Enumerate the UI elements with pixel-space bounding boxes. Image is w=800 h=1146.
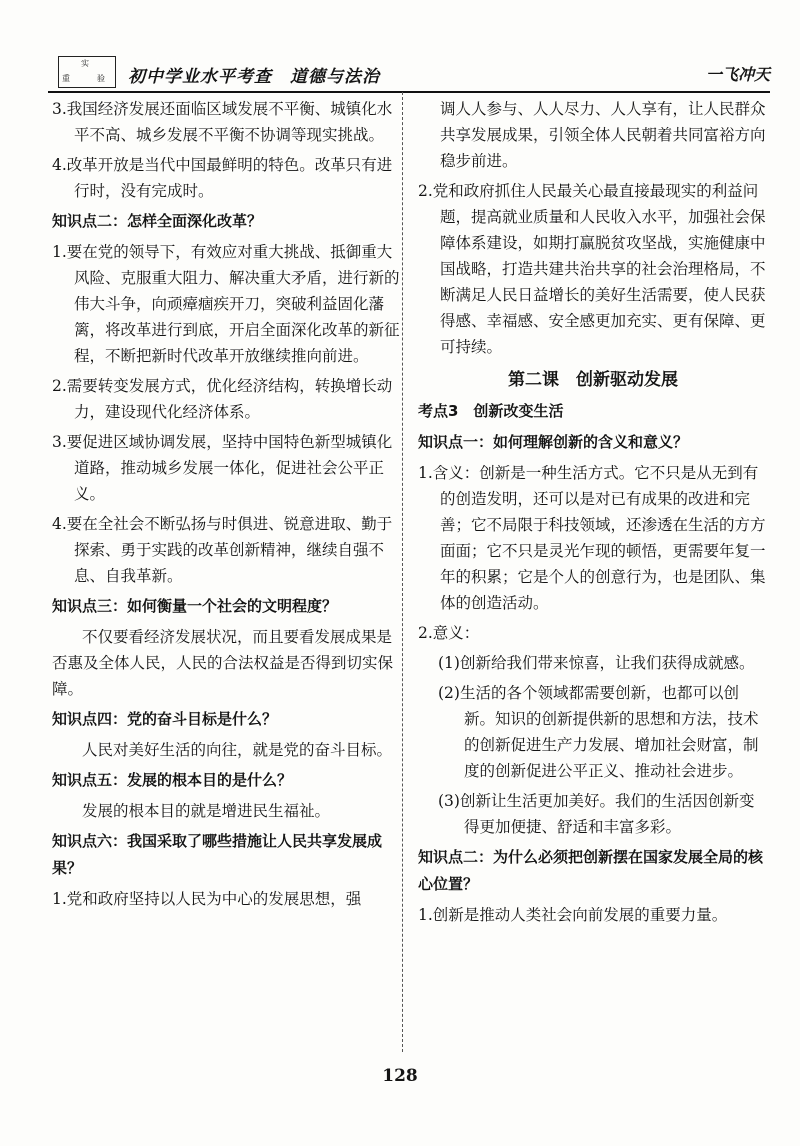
- header-rule: [48, 91, 770, 93]
- series-name: 一飞冲天: [705, 65, 770, 84]
- paragraph: 发展的根本目的就是增进民生福祉。: [82, 802, 331, 820]
- page-number: 128: [382, 1066, 418, 1086]
- list-item: 4.要在全社会不断弘扬与时俱进、锐意进取、勤于探索、勇于实践的改革创新精神，继续自强不息、自我革新。: [52, 515, 393, 585]
- logo-char: 验: [97, 74, 105, 83]
- logo-char: 重: [62, 74, 70, 83]
- sub-item: (1)创新给我们带来惊喜，让我们获得成就感。: [438, 654, 755, 672]
- column-divider: [402, 92, 403, 1052]
- list-item-continued: 调人人参与、人人尽力、人人享有，让人民群众共享发展成果，引领全体人民朝着共同富裕方向稳步前进。: [440, 100, 766, 170]
- left-column: [52, 96, 402, 916]
- lesson-title: 第二课 创新驱动发展: [508, 370, 678, 390]
- section-heading: 知识点五：发展的根本目的是什么？: [52, 771, 293, 789]
- book-title: 初中学业水平考查 道德与法治: [128, 67, 380, 87]
- list-item: 1.含义：创新是一种生活方式。它不只是从无到有的创造发明，还可以是对已有成果的改进和完善；它不局限于科技领域，还渗透在生活的方方面面；它不只是灵光乍现的顿悟，更需要年复一年的积累；它是个人的创意行为，也是团队、集体的创造活动。: [418, 464, 766, 612]
- section-heading: 知识点四：党的奋斗目标是什么？: [52, 710, 278, 728]
- right-column: [418, 96, 768, 932]
- sub-item: (3)创新让生活更加美好。我们的生活因创新变得更加便捷、舒适和丰富多彩。: [438, 792, 755, 836]
- section-heading: 知识点三：如何衡量一个社会的文明程度？: [52, 597, 338, 615]
- list-item: 4.改革开放是当代中国最鲜明的特色。改革只有进行时，没有完成时。: [52, 156, 393, 200]
- section-heading: 知识点一：如何理解创新的含义和意义？: [418, 433, 689, 451]
- section-heading: 知识点二：为什么必须把创新摆在国家发展全局的核心位置？: [418, 848, 764, 893]
- section-heading: 知识点二：怎样全面深化改革？: [52, 212, 263, 230]
- exam-point: 考点3 创新改变生活: [418, 402, 564, 420]
- list-item: 2.党和政府抓住人民最关心最直接最现实的利益问题，提高就业质量和人民收入水平，加强社会保障体系建设，如期打赢脱贫攻坚战，实施健康中国战略，打造共建共治共享的社会治理格局，不断满足人民日益增长的美好生活需要，使人民获得感、幸福感、安全感更加充实、更有保障、更可持续。: [418, 182, 766, 356]
- list-item: 2.需要转变发展方式，优化经济结构，转换增长动力，建设现代化经济体系。: [52, 377, 393, 421]
- list-item: 1.党和政府坚持以人民为中心的发展思想，强: [52, 890, 362, 908]
- list-item: 2.意义：: [418, 624, 480, 642]
- section-heading: 知识点六：我国采取了哪些措施让人民共享发展成果？: [52, 832, 383, 877]
- page-header: [48, 52, 770, 92]
- book-logo: [58, 56, 116, 88]
- logo-char: 实: [81, 59, 89, 68]
- paragraph: 人民对美好生活的向往，就是党的奋斗目标。: [82, 741, 393, 759]
- paragraph: 不仅要看经济发展状况，而且要看发展成果是否惠及全体人民，人民的合法权益是否得到切实保障。: [52, 628, 394, 698]
- list-item: 1.要在党的领导下，有效应对重大挑战、抵御重大风险、克服重大阻力、解决重大矛盾，进行新的伟大斗争，向顽瘴痼疾开刀，突破利益固化藩篱，将改革进行到底，开启全面深化改革的新征程，不断把新时代改革开放继续推向前进。: [52, 243, 400, 365]
- list-item: 1.创新是推动人类社会向前发展的重要力量。: [418, 906, 728, 924]
- list-item: 3.我国经济发展还面临区域发展不平衡、城镇化水平不高、城乡发展不平衡不协调等现实挑战。: [52, 100, 393, 144]
- sub-item: (2)生活的各个领域都需要创新，也都可以创新。知识的创新提供新的思想和方法，技术的创新促进生产力发展、增加社会财富，制度的创新促进公平正义、推动社会进步。: [438, 684, 759, 780]
- list-item: 3.要促进区域协调发展，坚持中国特色新型城镇化道路，推动城乡发展一体化，促进社会公平正义。: [52, 433, 393, 503]
